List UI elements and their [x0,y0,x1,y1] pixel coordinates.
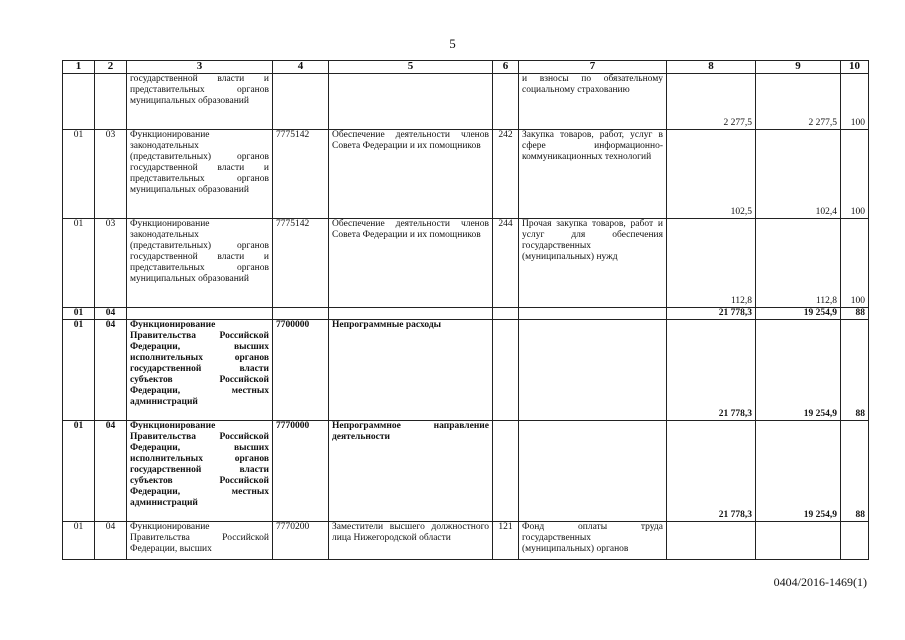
table-row [63,522,869,560]
table-row [63,74,869,130]
target-article-name: Обеспечение деятельности членов Совета Федерации и их помощников [329,130,493,219]
col-header-7: 7 [519,61,667,74]
table-row [63,421,869,522]
subsection-code: 03 [95,219,127,308]
target-article-code: 7770200 [273,522,329,560]
section-code: 01 [63,130,95,219]
table-row [63,320,869,421]
planned-amount: 112,8 [667,219,756,308]
execution-percent: 100 [841,74,869,130]
target-article-name: Непрограммные расходы [329,320,493,421]
planned-amount: 102,5 [667,130,756,219]
table-row [63,308,869,320]
target-article-name: Заместители высшего должностного лица Нижегородской области [329,522,493,560]
section-code: 01 [63,421,95,522]
target-article-code: 7700000 [273,320,329,421]
target-article-code [273,308,329,320]
execution-percent [841,522,869,560]
section-code: 01 [63,219,95,308]
section-name [127,308,273,320]
col-header-3: 3 [127,61,273,74]
expense-type-name [519,421,667,522]
table-row [63,130,869,219]
budget-table [62,60,869,560]
col-header-8: 8 [667,61,756,74]
section-code: 01 [63,320,95,421]
expense-type-code [493,308,519,320]
expense-type-name [519,308,667,320]
table-row [63,219,869,308]
section-code: 01 [63,522,95,560]
col-header-6: 6 [493,61,519,74]
subsection-code: 04 [95,320,127,421]
section-name: государственной власти и представительных органов муниципальных образований [127,74,273,130]
expense-type-code: 242 [493,130,519,219]
table-header-row [63,61,869,74]
actual-amount: 102,4 [756,130,841,219]
execution-percent: 88 [841,421,869,522]
execution-percent: 100 [841,130,869,219]
section-code [63,74,95,130]
planned-amount: 2 277,5 [667,74,756,130]
expense-type-name: Прочая закупка товаров, работ и услуг для обеспечения государственных (муниципальных) нужд [519,219,667,308]
execution-percent: 100 [841,219,869,308]
expense-type-name [519,320,667,421]
actual-amount: 19 254,9 [756,320,841,421]
expense-type-code: 244 [493,219,519,308]
actual-amount: 19 254,9 [756,421,841,522]
execution-percent: 88 [841,320,869,421]
subsection-code: 03 [95,130,127,219]
subsection-code: 04 [95,421,127,522]
planned-amount: 21 778,3 [667,320,756,421]
section-name: Функционирование законодательных (представительных) органов государственной власти и представительных органов муниципальных образований [127,130,273,219]
target-article-code: 7770000 [273,421,329,522]
subsection-code: 04 [95,522,127,560]
target-article-code: 7775142 [273,130,329,219]
col-header-2: 2 [95,61,127,74]
col-header-9: 9 [756,61,841,74]
section-name: Функционирование Правительства Российской Федерации, высших [127,522,273,560]
col-header-4: 4 [273,61,329,74]
subsection-code [95,74,127,130]
actual-amount: 2 277,5 [756,74,841,130]
expense-type-code [493,421,519,522]
expense-type-code: 121 [493,522,519,560]
expense-type-name: Фонд оплаты труда государственных (муниципальных) органов [519,522,667,560]
expense-type-name: и взносы по обязательному социальному страхованию [519,74,667,130]
expense-type-name: Закупка товаров, работ, услуг в сфере информационно-коммуникационных технологий [519,130,667,219]
target-article-code [273,74,329,130]
target-article-code: 7775142 [273,219,329,308]
planned-amount [667,522,756,560]
execution-percent: 88 [841,308,869,320]
actual-amount: 112,8 [756,219,841,308]
planned-amount: 21 778,3 [667,308,756,320]
target-article-name [329,308,493,320]
section-name: Функционирование законодательных (представительных) органов государственной власти и представительных органов муниципальных образований [127,219,273,308]
actual-amount: 19 254,9 [756,308,841,320]
target-article-name [329,74,493,130]
col-header-1: 1 [63,61,95,74]
target-article-name: Непрограммное направление деятельности [329,421,493,522]
target-article-name: Обеспечение деятельности членов Совета Федерации и их помощников [329,219,493,308]
section-name: Функционирование Правительства Российской Федерации, высших исполнительных органов государственной власти субъектов Российской Федерации, местных администраций [127,320,273,421]
subsection-code: 04 [95,308,127,320]
document-code: 0404/2016-1469(1) [773,575,867,589]
col-header-5: 5 [329,61,493,74]
col-header-10: 10 [841,61,869,74]
expense-type-code [493,320,519,421]
planned-amount: 21 778,3 [667,421,756,522]
actual-amount [756,522,841,560]
expense-type-code [493,74,519,130]
section-code: 01 [63,308,95,320]
section-name: Функционирование Правительства Российской Федерации, высших исполнительных органов государственной власти субъектов Российской Федерации, местных администраций [127,421,273,522]
page-number: 5 [449,36,456,51]
